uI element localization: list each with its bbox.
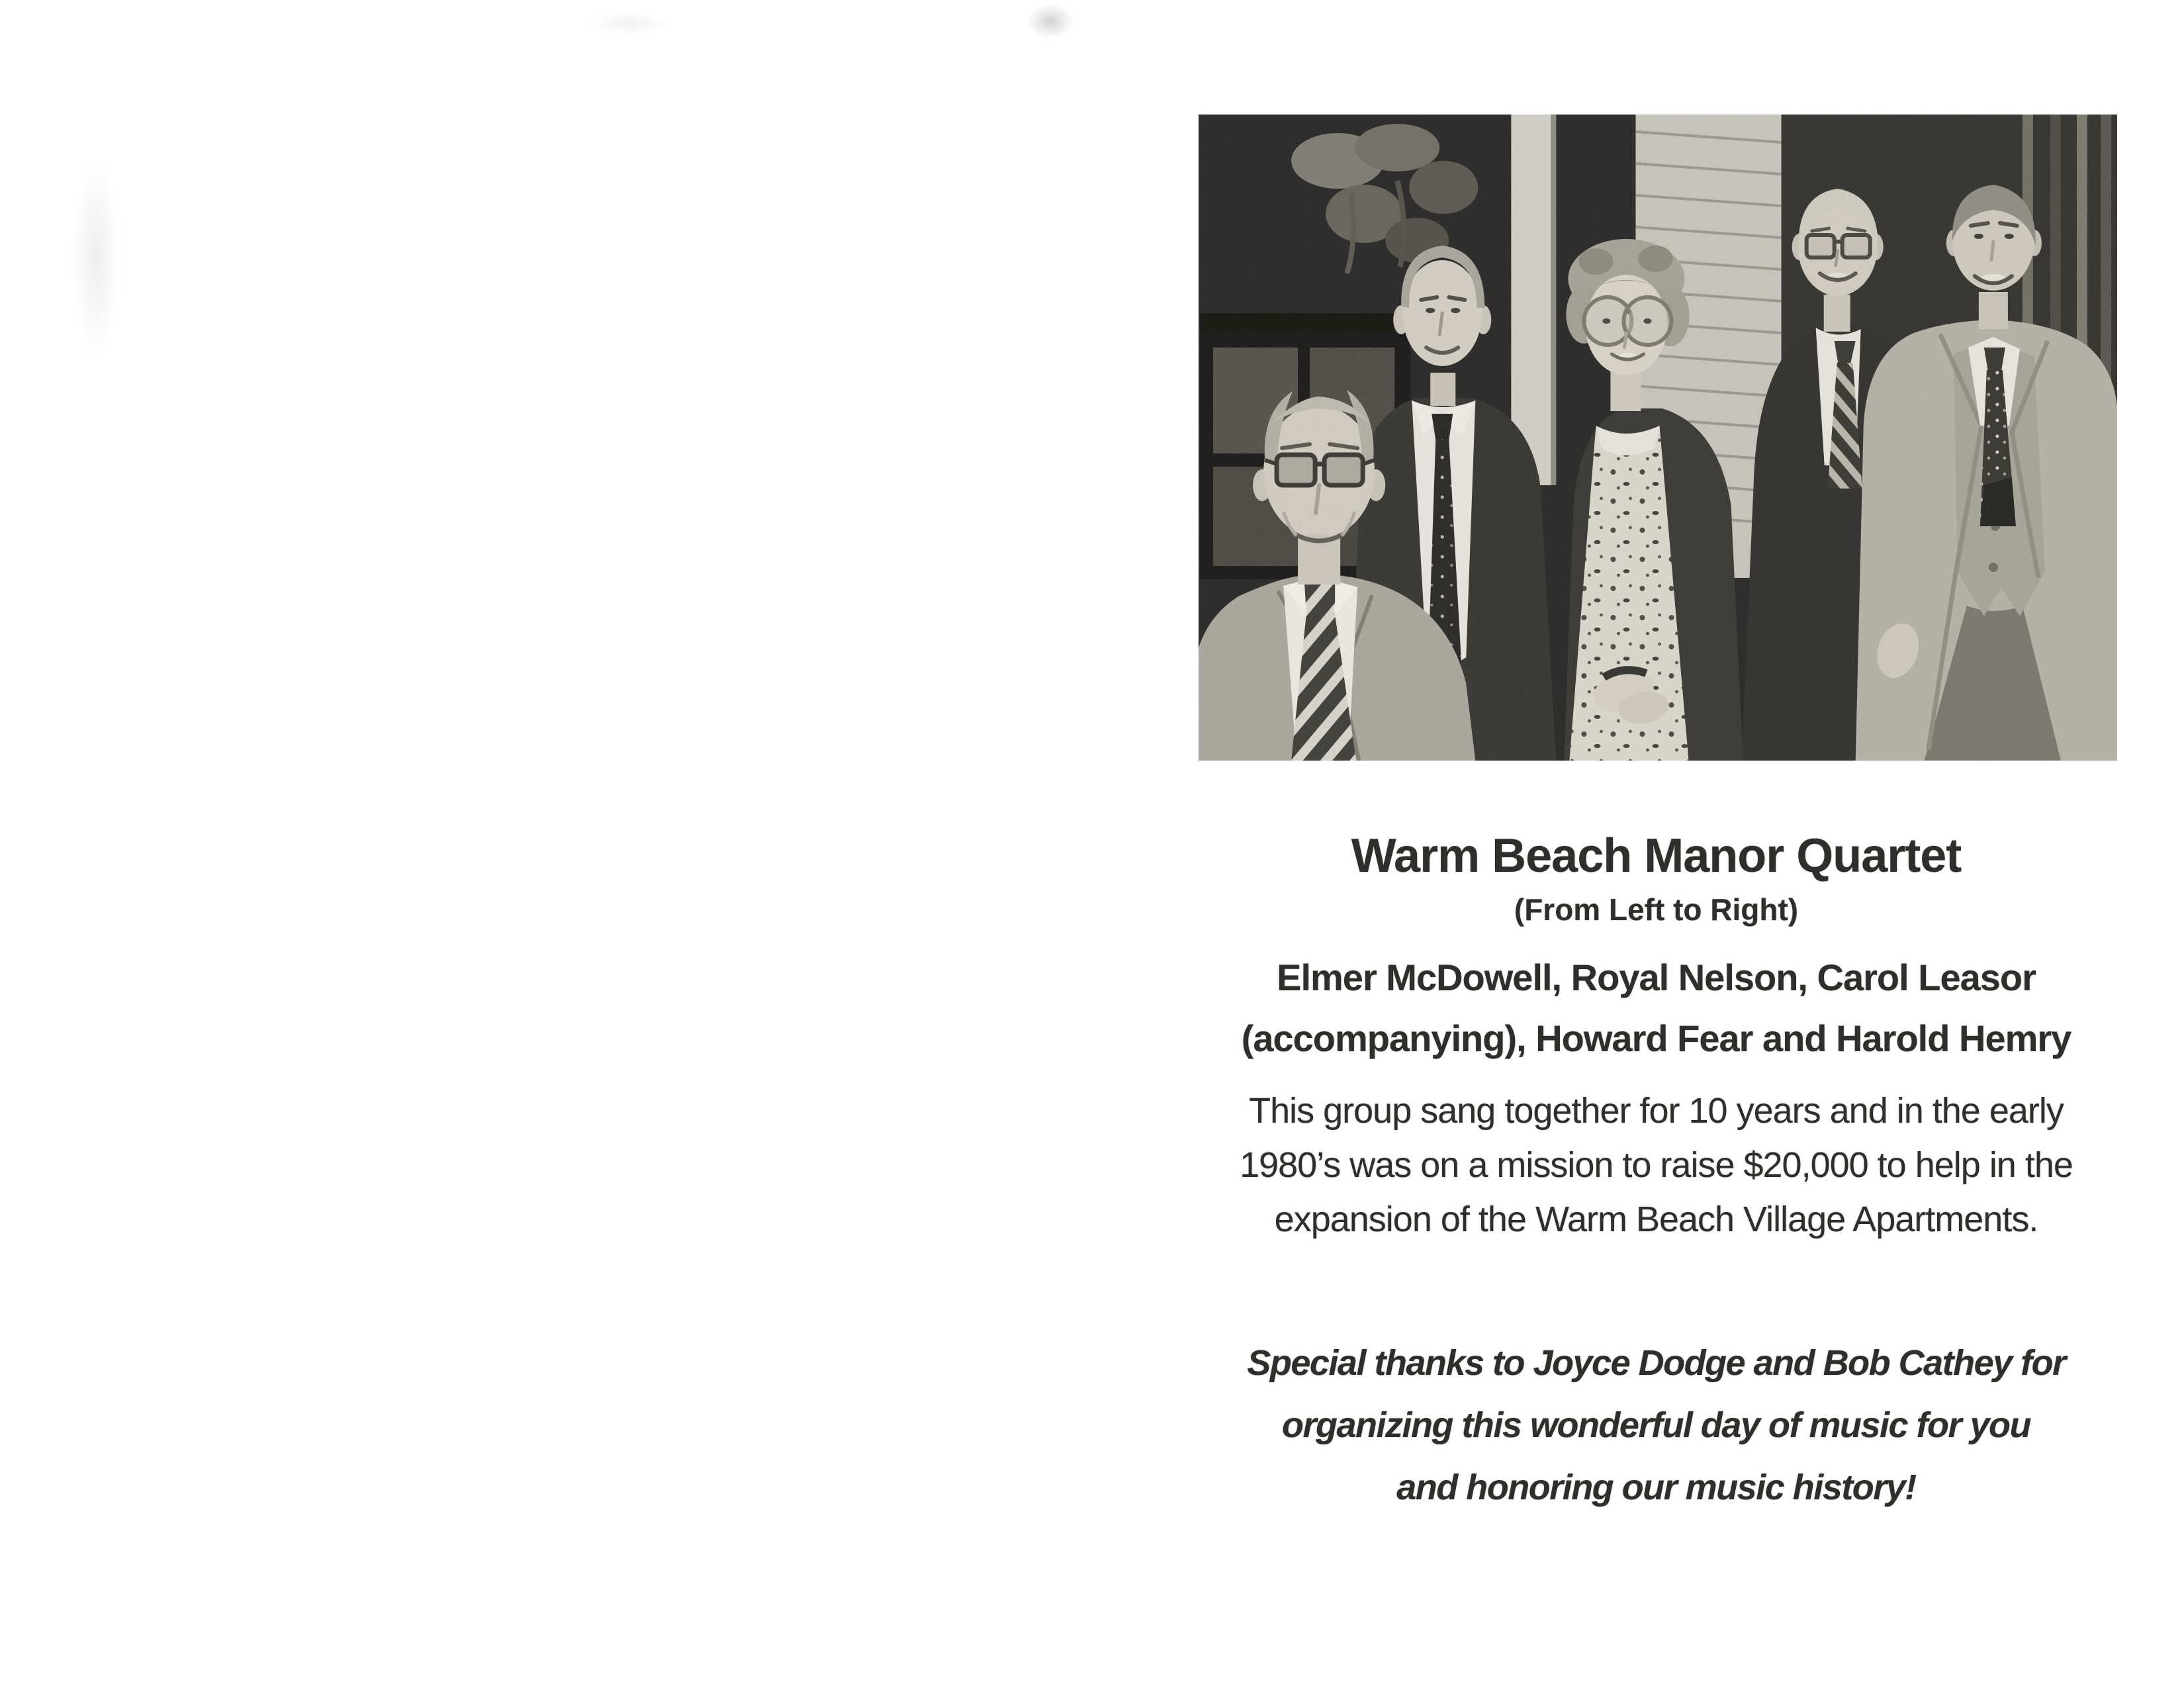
scan-smudge: [73, 159, 119, 357]
quartet-photo-illustration: [1199, 115, 2117, 761]
photo-grain: [1199, 115, 2117, 761]
thanks-line-2: organizing this wonderful day of music for you: [1281, 1405, 2031, 1445]
scan-smudge: [1027, 4, 1073, 38]
quartet-photo: [1199, 115, 2117, 761]
thanks-line-1: Special thanks to Joyce Dodge and Bob Cathey for: [1247, 1343, 2066, 1383]
names-line-1: Elmer McDowell, Royal Nelson, Carol Leasor: [1277, 957, 2036, 998]
thanks-line-3: and honoring our music history!: [1396, 1468, 1916, 1507]
history-line-3: expansion of the Warm Beach Village Apartments.: [1274, 1199, 2038, 1239]
history-paragraph: [1195, 1084, 2118, 1246]
names-block: [1195, 947, 2118, 1069]
names-line-2: (accompanying), Howard Fear and Harold Hemry: [1241, 1017, 2071, 1059]
history-line-1: This group sang together for 10 years and in the early: [1249, 1091, 2064, 1131]
thanks-note: [1195, 1332, 2118, 1519]
photo-title: Warm Beach Manor Quartet: [1351, 829, 1962, 883]
photo-subtitle: (From Left to Right): [1514, 892, 1799, 927]
history-line-2: 1980’s was on a mission to raise $20,000 to help in the: [1240, 1145, 2073, 1185]
scan-smudge: [589, 12, 668, 34]
